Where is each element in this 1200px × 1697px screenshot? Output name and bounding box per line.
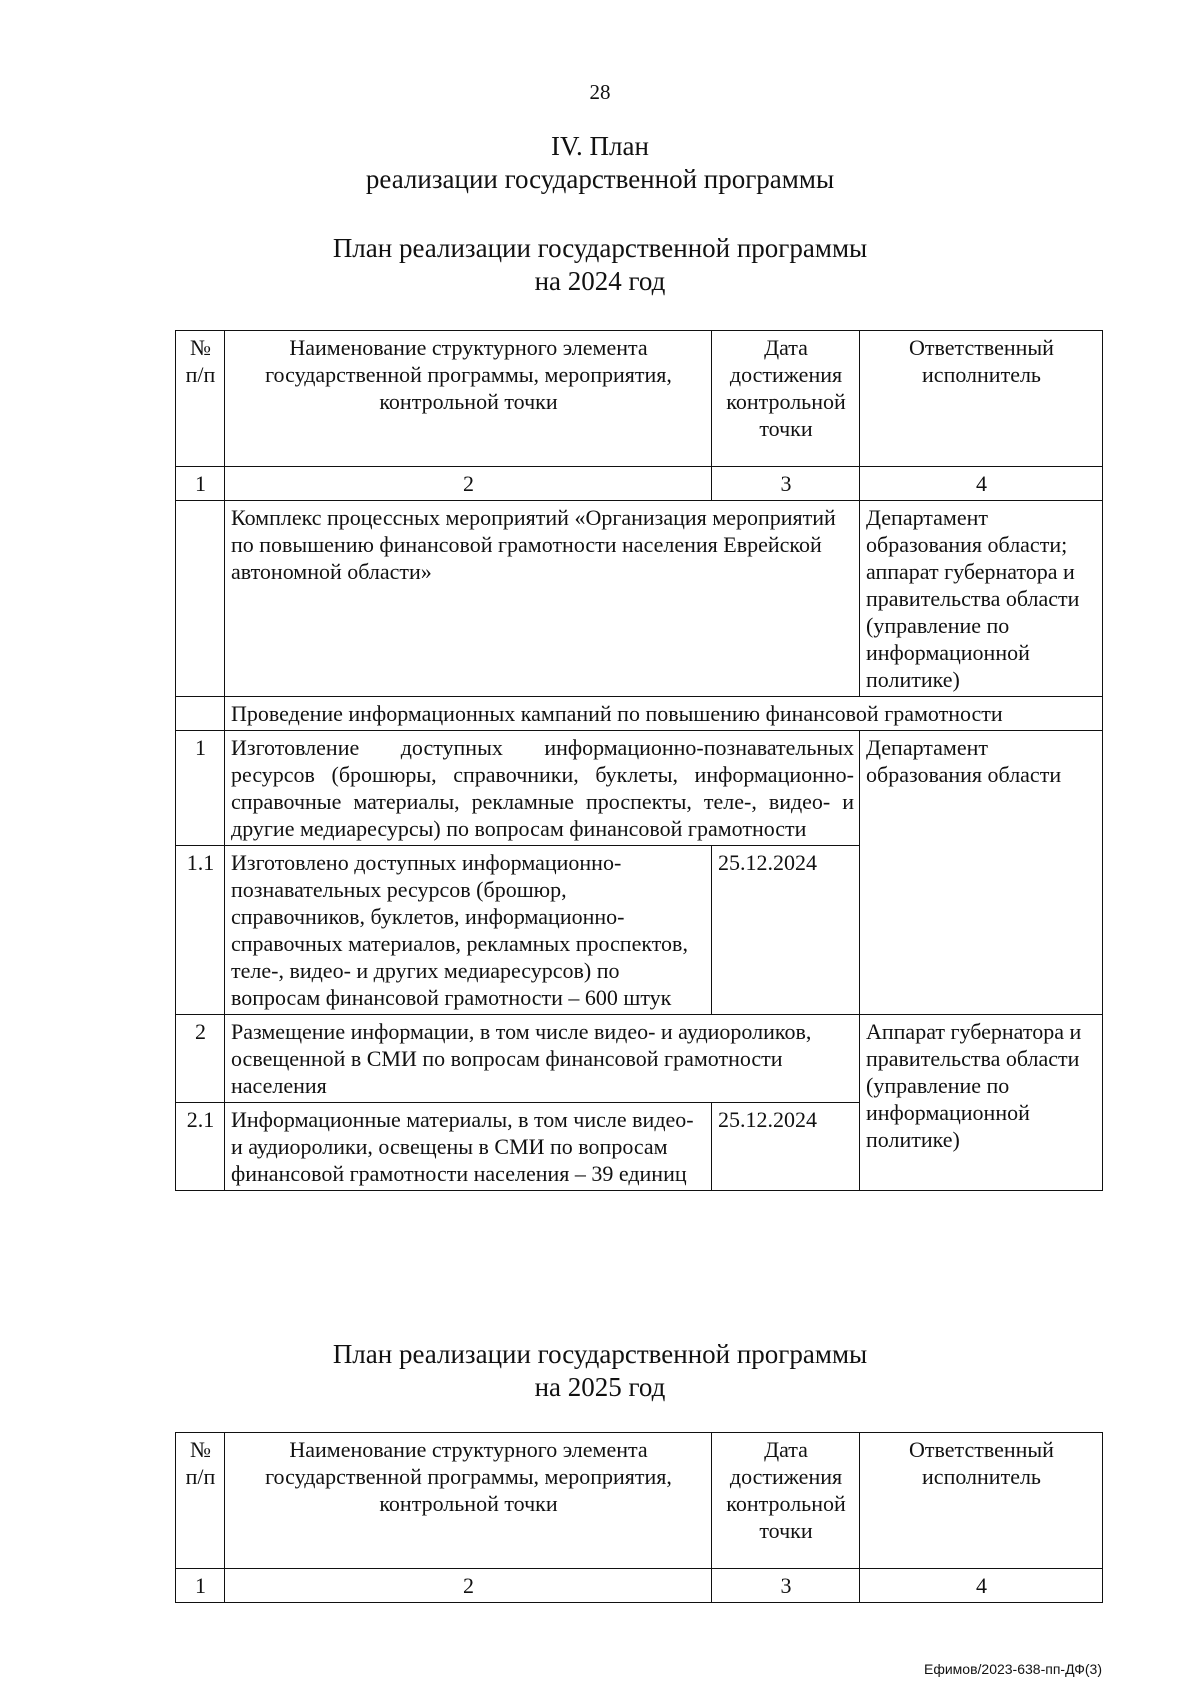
header-date: Дата достижения контрольной точки (712, 1433, 860, 1569)
plan-2024-title-line2: на 2024 год (534, 266, 666, 296)
column-index: 4 (860, 467, 1103, 501)
complex-name: Комплекс процессных мероприятий «Организация мероприятий по повышению финансовой грамотности населения Еврейской автономной области» (225, 501, 860, 697)
complex-num (176, 501, 225, 697)
row-num: 1 (176, 731, 225, 846)
plan-2024-table (175, 330, 1103, 1191)
column-index: 3 (712, 467, 860, 501)
header-name: Наименование структурного элемента государственной программы, мероприятия, контрольной точки (225, 1433, 712, 1569)
row-name: Изготовление доступных информационно-познавательных ресурсов (брошюры, справочники, буклеты, информационно-справочные материалы, рекламные проспекты, теле-, видео- и другие медиаресурсы) по вопросам финансовой грамотности (225, 731, 860, 846)
column-index: 3 (712, 1569, 860, 1603)
header-responsible: Ответственный исполнитель (860, 1433, 1103, 1569)
column-index: 1 (176, 467, 225, 501)
row-responsible: Департамент образования области (860, 731, 1103, 1015)
column-index: 4 (860, 1569, 1103, 1603)
table-header-row (176, 1433, 1103, 1569)
section-title-line1: IV. План (551, 131, 649, 161)
row-name: Изготовлено доступных информационно-познавательных ресурсов (брошюр, справочников, буклетов, информационно-справочных материалов, рекламных проспектов, теле-, видео- и других медиаресурсов) по вопросам финансовой грамотности – 600 штук (225, 846, 712, 1015)
row-name: Размещение информации, в том числе видео- и аудиороликов, освещенной в СМИ по вопросам финансовой грамотности населения (225, 1015, 860, 1103)
task-num (176, 697, 225, 731)
document-code: Ефимов/2023-638-пп-ДФ(3) (924, 1661, 1102, 1677)
page-number: 28 (589, 80, 611, 104)
section-title-line2: реализации государственной программы (365, 164, 835, 194)
column-index-row (176, 1569, 1103, 1603)
plan-2024-title (0, 232, 1200, 298)
table-row-complex (176, 501, 1103, 697)
header-name: Наименование структурного элемента государственной программы, мероприятия, контрольной точки (225, 331, 712, 467)
row-responsible: Аппарат губернатора и правительства области (управление по информационной политике) (860, 1015, 1103, 1191)
plan-2025-title-line2: на 2025 год (534, 1372, 666, 1402)
plan-2025-table (175, 1432, 1103, 1603)
row-num: 2.1 (176, 1103, 225, 1191)
row-date: 25.12.2024 (712, 846, 860, 1015)
table-row (176, 731, 1103, 846)
column-index: 2 (225, 1569, 712, 1603)
row-num: 1.1 (176, 846, 225, 1015)
table-row-task (176, 697, 1103, 731)
header-num: № п/п (176, 1433, 225, 1569)
row-num: 2 (176, 1015, 225, 1103)
table-header-row (176, 331, 1103, 467)
complex-responsible: Департамент образования области; аппарат губернатора и правительства области (управление по информационной политике) (860, 501, 1103, 697)
plan-2024-title-line1: План реализации государственной программы (332, 233, 868, 263)
table-row (176, 1015, 1103, 1103)
column-index: 1 (176, 1569, 225, 1603)
section-title (0, 130, 1200, 196)
column-index-row (176, 467, 1103, 501)
plan-2025-title-line1: План реализации государственной программы (332, 1339, 868, 1369)
header-responsible: Ответственный исполнитель (860, 331, 1103, 467)
column-index: 2 (225, 467, 712, 501)
header-date: Дата достижения контрольной точки (712, 331, 860, 467)
row-name: Информационные материалы, в том числе видео- и аудиоролики, освещены в СМИ по вопросам финансовой грамотности населения – 39 единиц (225, 1103, 712, 1191)
header-num: № п/п (176, 331, 225, 467)
row-date: 25.12.2024 (712, 1103, 860, 1191)
plan-2025-title (0, 1338, 1200, 1404)
task-name: Проведение информационных кампаний по повышению финансовой грамотности (225, 697, 1103, 731)
